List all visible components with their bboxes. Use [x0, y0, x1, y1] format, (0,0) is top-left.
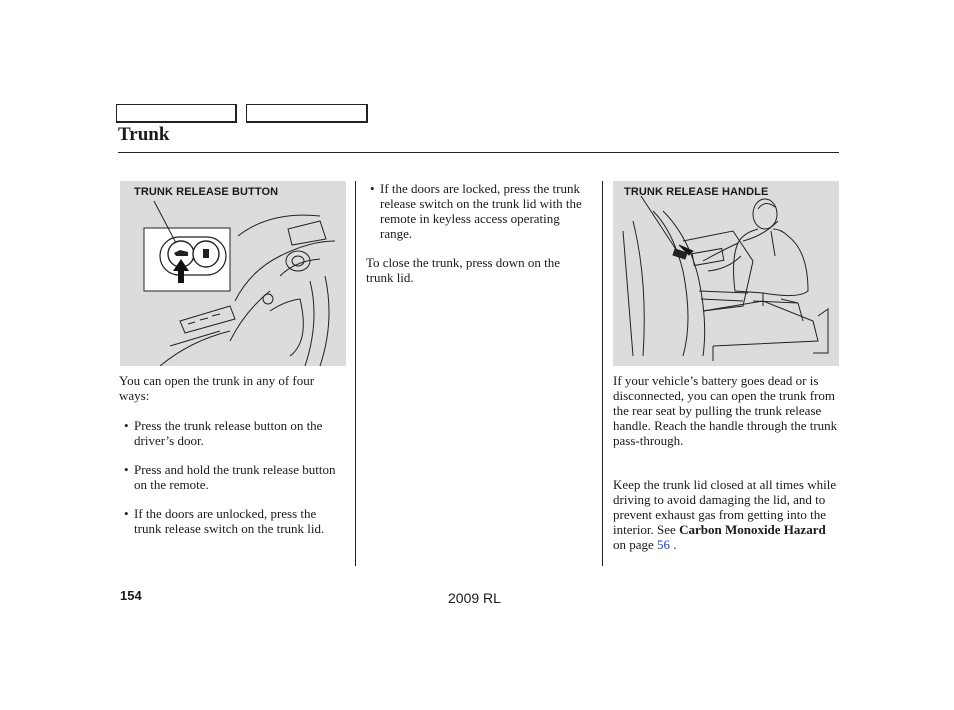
nav-tab-2[interactable] — [246, 104, 368, 123]
page-link[interactable]: 56 — [657, 537, 671, 552]
figure-caption: TRUNK RELEASE HANDLE — [624, 186, 769, 198]
battery-dead-text: If your vehicle’s battery goes dead or is disconnected, you can open the trunk from the rear seat by pulling the trunk release handle. Reach the handle through the trunk pass-through. — [613, 373, 838, 448]
carbon-monoxide-reference: Carbon Monoxide Hazard — [679, 522, 826, 537]
figure-caption: TRUNK RELEASE BUTTON — [134, 186, 279, 198]
bullet-icon: • — [124, 506, 129, 521]
trunk-release-button-figure — [120, 181, 346, 366]
keep-closed-text: Keep the trunk lid closed at all times while driving to avoid damaging the lid, and to prevent exhaust gas from getting into the interior. See Carbon Monoxide Hazard on page 56 . — [613, 477, 837, 552]
list-item: • If the doors are locked, press the trunk release switch on the trunk lid with the remote in keyless access operating range. — [370, 181, 582, 241]
bullet-icon: • — [124, 418, 129, 433]
list-item: • If the doors are unlocked, press the trunk release switch on the trunk lid. — [124, 506, 325, 536]
list-item: • Press and hold the trunk release button on the remote. — [124, 462, 336, 492]
close-trunk-text: To close the trunk, press down on the trunk lid. — [366, 255, 561, 285]
trunk-release-handle-figure — [613, 181, 839, 366]
trunk-release-button-illustration — [120, 181, 346, 366]
nav-tab-1[interactable] — [116, 104, 237, 123]
bullet-icon: • — [370, 181, 375, 196]
column-divider-2 — [602, 181, 603, 566]
model-footer: 2009 RL — [448, 590, 501, 606]
page-number: 154 — [120, 588, 142, 603]
page-title: Trunk — [118, 124, 170, 145]
title-divider — [118, 152, 839, 153]
trunk-release-handle-illustration — [613, 181, 839, 366]
column-divider-1 — [355, 181, 356, 566]
bullet-icon: • — [124, 462, 129, 477]
intro-text: You can open the trunk in any of four ways: — [119, 373, 315, 403]
list-item: • Press the trunk release button on the driver’s door. — [124, 418, 323, 448]
